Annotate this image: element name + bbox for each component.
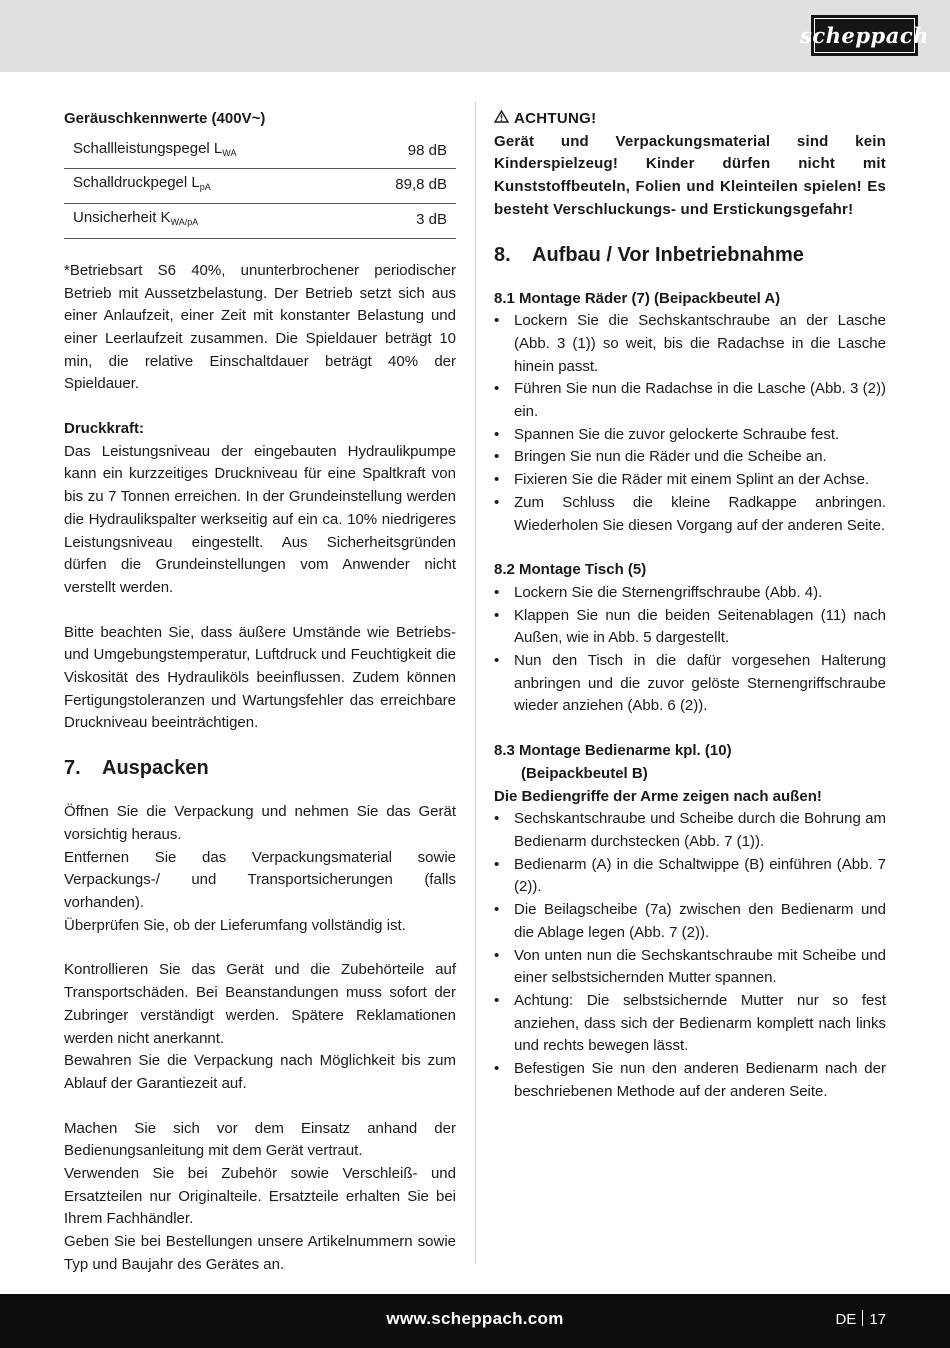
unpack-paragraph: Öffnen Sie die Verpackung und nehmen Sie das Gerät vorsichtig heraus. (64, 803, 456, 843)
warning-heading (494, 108, 886, 131)
subsection-title: 8.2 Montage Tisch (5) (494, 561, 647, 579)
s81-list (494, 310, 886, 537)
table-row (64, 204, 456, 239)
right-column (494, 100, 886, 1103)
list-item: • Fixieren Sie die Räder mit einem Splint an der Achse. (494, 469, 886, 492)
noise-value: 89,8 dB (347, 169, 456, 204)
unpack-paragraph: Bewahren Sie die Verpackung nach Möglichkeit bis zum Ablauf der Garantiezeit auf. (64, 1052, 456, 1092)
section-7-heading (64, 755, 456, 781)
section-number: 7. (64, 757, 81, 780)
list-item: • Achtung: Die selbstsichernde Mutter nur so fest anziehen, dass sich der Bedienarm komplett nach links und rechts bewegen lässt. (494, 990, 886, 1058)
noise-value: 98 dB (347, 135, 456, 169)
noise-value: 3 dB (347, 204, 456, 239)
s83-list (494, 808, 886, 1103)
list-item: • Von unten nun die Sechskantschraube mit Scheibe und einer selbstsichernden Mutter spannen. (494, 945, 886, 990)
subsection-title: 8.3 Montage Bedienarme kpl. (10) (494, 742, 732, 760)
list-item: • Die Beilagscheibe (7a) zwischen den Bedienarm und die Ablage legen (Abb. 7 (2)). (494, 899, 886, 944)
scheppach-logo: scheppach (811, 15, 918, 56)
subsection-title-line2: (Beipackbeutel B) (521, 764, 648, 782)
list-item: • Sechskantschraube und Scheibe durch die Bohrung am Bedienarm durchstecken (Abb. 7 (1)). (494, 808, 886, 853)
druckkraft-text: Das Leistungsniveau der eingebauten Hydraulikpumpe kann ein kurzzeitiges Druckniveau für eine Spaltkraft von bis zu 7 Tonnen erreichen. In der Grundeinstellung werden die Hydraulikspalter werkseitig auf ein ca. 10% niedrigeres Leistungsniveau eingestellt. Aus Sicherheitsgründen dürfen die Grundeinstellungen vom Anwender nicht verstellt werden. (64, 442, 456, 596)
noise-title: Geräuschkennwerte (400V~) (64, 110, 266, 127)
section-number: 8. (494, 243, 511, 266)
unpack-paragraph: Kontrollieren Sie das Gerät und die Zubehörteile auf Transportschäden. Bei Beanstandungen muss sofort der Zubringer verständigt werden. Spätere Reklamationen werden nicht anerkannt. (64, 961, 456, 1047)
list-item: • Klappen Sie nun die beiden Seitenablagen (11) nach Außen, wie in Abb. 5 dargestellt. (494, 605, 886, 650)
page-indicator (835, 1310, 886, 1328)
unpack-paragraph: Entfernen Sie das Verpackungsmaterial sowie Verpackungs-/ und Transportsicherungen (falls vorhanden). (64, 848, 456, 911)
column-divider (475, 102, 476, 1264)
section-title: Auspacken (102, 757, 209, 780)
noise-label: Unsicherheit $K_{WA/pA}$ (64, 204, 347, 239)
noise-table (64, 135, 456, 239)
s82-list (494, 582, 886, 718)
unpack-paragraph: Machen Sie sich vor dem Einsatz anhand der Bedienungsanleitung mit dem Gerät vertraut. (64, 1119, 456, 1160)
noise-label: Schallleistungspegel $L_{WA}$ (64, 135, 347, 169)
table-row (64, 169, 456, 204)
page-number: 17 (869, 1311, 886, 1328)
list-item: • Führen Sie nun die Radachse in die Lasche (Abb. 3 (2)) ein. (494, 378, 886, 423)
language-code: DE (835, 1311, 857, 1328)
unpack-paragraph: Verwenden Sie bei Zubehör sowie Verschleiß- und Ersatzteilen nur Originalteile. Ersatzteile erhalten Sie bei Ihrem Fachhändler. (64, 1165, 456, 1228)
page-separator (862, 1310, 863, 1326)
warning-triangle-icon (494, 108, 510, 131)
section-8-heading (494, 242, 886, 268)
website-link[interactable]: www.scheppach.com (386, 1309, 564, 1328)
operating-mode-text: *Betriebsart S6 40%, ununterbrochener periodischer Betrieb mit Aussetzbelastung. Der Betrieb setzt sich aus einer Anlaufzeit, einer Zeit mit konstanter Belastung und einer Leerlaufzeit zusammen. Die Spieldauer beträgt 10 min, die relative Einschaltdauer beträgt 40% der Spieldauer. (64, 261, 456, 393)
table-row (64, 135, 456, 169)
footer-bar (0, 1294, 950, 1348)
header-bar (0, 0, 950, 72)
subsection-title: 8.1 Montage Räder (7) (Beipackbeutel A) (494, 289, 781, 307)
list-item: • Spannen Sie die zuvor gelockerte Schraube fest. (494, 424, 886, 447)
list-item: • Nun den Tisch in die dafür vorgesehen Halterung anbringen und die zuvor gelöste Sternengriffschraube wieder anziehen (Abb. 6 (2)). (494, 650, 886, 718)
noise-label: Schalldruckpegel $L_{pA}$ (64, 169, 347, 204)
conditions-text: Bitte beachten Sie, dass äußere Umstände wie Betriebs- und Umgebungstemperatur, Luftdruck und Feuchtigkeit die Viskosität des Hydrauliköls beeinflussen. Zudem können Fertigungstoleranzen und Wartungsfehler das erreichbare Druckniveau beeinträchtigen. (64, 623, 456, 732)
unpack-paragraph: Überprüfen Sie, ob der Lieferumfang vollständig ist. (64, 916, 406, 934)
list-item: • Zum Schluss die kleine Radkappe anbringen. Wiederholen Sie diesen Vorgang auf der anderen Seite. (494, 492, 886, 537)
druckkraft-title: Druckkraft: (64, 420, 145, 438)
list-item: • Lockern Sie die Sechskantschraube an der Lasche (Abb. 3 (1)) so weit, bis die Radachse in die Lasche hinein passt. (494, 310, 886, 378)
warning-text: Gerät und Verpackungsmaterial sind kein Kinderspielzeug! Kinder dürfen nicht mit Kunststoffbeuteln, Folien und Kleinteilen spielen! Es besteht Verschluckungs- und Erstickungsgefahr! (494, 132, 886, 218)
left-column (64, 100, 456, 1277)
warning-title: ACHTUNG! (514, 110, 597, 127)
unpack-paragraph: Geben Sie bei Bestellungen unsere Artikelnummern sowie Typ und Baujahr des Gerätes an. (64, 1233, 456, 1273)
list-item: • Befestigen Sie nun den anderen Bedienarm nach der beschriebenen Methode auf der anderen Seite. (494, 1058, 886, 1103)
section-title: Aufbau / Vor Inbetriebnahme (532, 243, 804, 266)
list-item: • Bedienarm (A) in die Schaltwippe (B) einführen (Abb. 7 (2)). (494, 854, 886, 899)
list-item: • Bringen Sie nun die Räder und die Scheibe an. (494, 446, 886, 469)
list-item: • Lockern Sie die Sternengriffschraube (Abb. 4). (494, 582, 886, 605)
subsection-note: Die Bediengriffe der Arme zeigen nach außen! (494, 787, 822, 805)
